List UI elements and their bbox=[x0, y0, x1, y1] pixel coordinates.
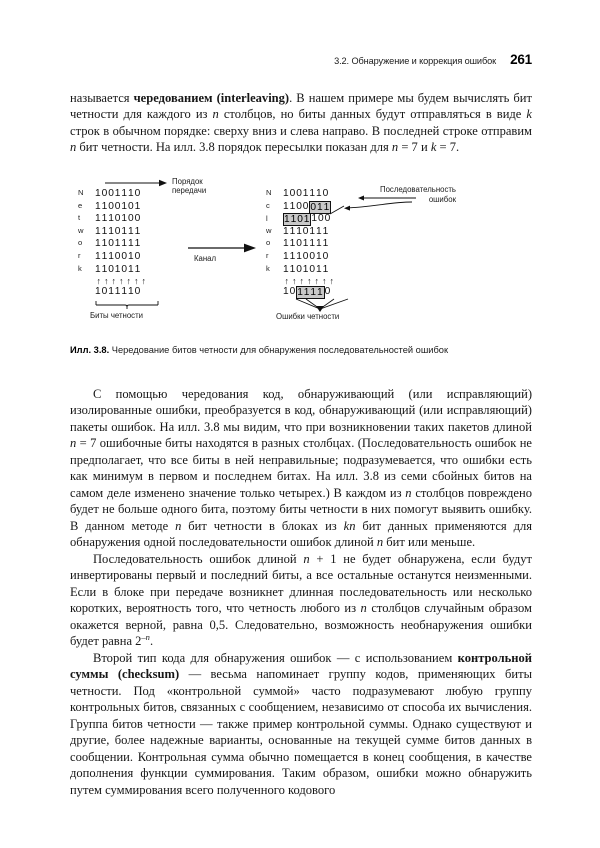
bit: 1 bbox=[309, 238, 316, 250]
bit: 0 bbox=[324, 213, 332, 225]
bit: 1 bbox=[283, 200, 290, 212]
burst-label-line-2: ошибок bbox=[428, 194, 456, 204]
bit: 1 bbox=[296, 225, 303, 237]
p1-seg3: столбцов, но биты данных будут отправляться в виде bbox=[218, 107, 527, 122]
bit: 1 bbox=[310, 287, 317, 299]
bit: 1 bbox=[108, 250, 115, 262]
figure-caption bbox=[70, 344, 532, 356]
bit-row bbox=[266, 264, 336, 277]
paragraph-4 bbox=[70, 650, 532, 798]
bit: 0 bbox=[297, 214, 304, 226]
bit-row-label: o bbox=[266, 238, 271, 248]
parity-up-arrow-icon: ↑ bbox=[111, 276, 116, 287]
bit: 1 bbox=[283, 250, 290, 262]
parity-up-arrow-icon: ↑ bbox=[322, 276, 327, 287]
bit: 1 bbox=[283, 225, 290, 237]
bit: 0 bbox=[101, 286, 109, 298]
bit: 0 bbox=[302, 250, 310, 262]
p1-seg1: называется bbox=[70, 91, 134, 105]
bit-row bbox=[266, 226, 336, 239]
paragraph-1 bbox=[70, 90, 532, 156]
bit: 0 bbox=[309, 250, 316, 262]
bit-row-label: k bbox=[266, 263, 270, 273]
p2-seg3: столбцов повреждено будет не больше одного бита, поэтому биты четности в них помогут выявить ошибку. В данном методе bbox=[70, 485, 532, 533]
p4-bold-checksum: контрольной суммы (checksum) bbox=[70, 651, 532, 682]
parity-up-arrow-icon: ↑ bbox=[126, 276, 131, 287]
bit: 1 bbox=[134, 238, 142, 250]
bit: 0 bbox=[302, 225, 310, 237]
bit: 1 bbox=[302, 238, 310, 250]
p2-seg5: бит данных применяются для обнаружения одной последовательности ошибок длиной bbox=[70, 518, 532, 550]
p1-var-n-1: n bbox=[212, 107, 219, 122]
bit-row-label: N bbox=[266, 188, 272, 197]
bit: 0 bbox=[134, 286, 142, 298]
bit: 1 bbox=[309, 225, 316, 237]
bit: 1 bbox=[315, 263, 323, 275]
bit: 1 bbox=[127, 286, 135, 298]
bit: 0 bbox=[296, 188, 303, 199]
p4-seg2: — весьма напоминает группу кодов, применяющих биты четности. Под «контрольной суммой» часто подразумевают любую группу контрольных битов, связанных с сообщением, независимо от способа их вычисления. Группа битов четности — также пример контрольной суммы. Однако существуют и другие, более надежные варианты, основанные на текущей сумме битов данных в сообщении. Контрольная сумма обычно помещается в конец сообщения, в качестве дополнения функции суммирования. Таким образом, ошибки можно обнаружить путем суммирования всего полученного кодового bbox=[70, 667, 532, 797]
p3-var-n-2: n bbox=[360, 601, 367, 616]
bit: 0 bbox=[322, 250, 330, 262]
paragraph-block-2 bbox=[70, 386, 532, 551]
bit-row bbox=[266, 251, 336, 264]
p3-seg1: Последовательность ошибок длиной bbox=[93, 552, 304, 566]
bit-row bbox=[266, 188, 336, 201]
bit-sequence bbox=[95, 286, 141, 297]
paragraph-block-3 bbox=[70, 551, 532, 650]
p2-seg4: бит четности в блоках из bbox=[181, 518, 344, 533]
bit: 1 bbox=[283, 263, 290, 275]
bit-sequence bbox=[283, 264, 329, 275]
paragraph-block-top bbox=[70, 90, 532, 156]
bit: 0 bbox=[108, 188, 115, 199]
parity-bits-caption: Биты четности bbox=[90, 311, 143, 320]
bit: 1 bbox=[311, 213, 318, 225]
figure-caption-number: Илл. 3.8. bbox=[70, 345, 110, 355]
p3-var-n-1: n bbox=[303, 552, 310, 566]
bit: 1 bbox=[134, 263, 142, 275]
bit: 1 bbox=[289, 200, 297, 212]
paragraph-block-4 bbox=[70, 650, 532, 798]
p2-var-n-2: n bbox=[405, 485, 412, 500]
p1-seg5: бит четности. На илл. 3.8 порядок пересылки показан для bbox=[76, 140, 392, 155]
bit: 1 bbox=[121, 188, 128, 199]
received-parity-arrows bbox=[283, 276, 336, 286]
bit: 1 bbox=[95, 250, 102, 262]
bit-sequence bbox=[95, 238, 141, 249]
bit: 1 bbox=[101, 250, 109, 262]
bit-sequence bbox=[95, 201, 141, 212]
bit: 0 bbox=[296, 200, 303, 212]
p2-var-n-1: n bbox=[70, 436, 77, 451]
bit: 0 bbox=[108, 263, 115, 275]
received-bit-matrix bbox=[266, 188, 336, 276]
bit-row bbox=[78, 226, 148, 239]
bit: 1 bbox=[289, 238, 297, 250]
parity-up-arrow-icon: ↑ bbox=[307, 276, 312, 287]
bit-row bbox=[78, 188, 148, 201]
bit: 1 bbox=[315, 250, 323, 262]
bit: 0 bbox=[127, 213, 135, 225]
bit: 0 bbox=[114, 225, 122, 237]
bit-row-label: o bbox=[78, 238, 83, 248]
bit: 1 bbox=[121, 200, 128, 212]
bit: 0 bbox=[101, 188, 109, 199]
bit: 1 bbox=[315, 225, 323, 237]
order-label-line-2: передачи bbox=[172, 186, 207, 196]
bit: 0 bbox=[324, 286, 332, 298]
bit: 1 bbox=[95, 238, 102, 250]
p3-exponent: –n bbox=[141, 632, 150, 643]
bit: 0 bbox=[310, 201, 317, 213]
bit: 0 bbox=[134, 188, 142, 199]
bit-sequence bbox=[283, 226, 329, 237]
bit: 1 bbox=[127, 250, 135, 262]
bit: 1 bbox=[322, 263, 330, 275]
bit: 1 bbox=[316, 201, 324, 213]
bit: 1 bbox=[134, 225, 142, 237]
bit: 1 bbox=[101, 225, 109, 237]
bit-sequence bbox=[95, 251, 141, 262]
transmission-order-label bbox=[172, 177, 206, 196]
p1-var-n-3: n bbox=[391, 140, 399, 155]
bit-row-label: e bbox=[78, 200, 83, 210]
bit-row-label: w bbox=[78, 225, 84, 235]
bit: 1 bbox=[289, 225, 297, 237]
parity-up-arrow-icon: ↑ bbox=[299, 276, 304, 287]
bit: 1 bbox=[114, 188, 122, 199]
p4-seg1: Второй тип кода для обнаружения ошибок — с использованием bbox=[93, 651, 458, 665]
channel-label: Канал bbox=[194, 254, 217, 263]
bit: 1 bbox=[121, 225, 128, 237]
bit: 1 bbox=[303, 287, 311, 299]
bit: 1 bbox=[283, 286, 290, 298]
p1-var-k-2: k bbox=[430, 140, 437, 155]
bit: 1 bbox=[127, 225, 135, 237]
bit: 1 bbox=[95, 188, 102, 199]
p1-var-n-2: n bbox=[70, 140, 77, 155]
bit-row bbox=[78, 201, 148, 214]
error-burst-label bbox=[348, 185, 456, 204]
bit: 1 bbox=[316, 287, 324, 299]
bit: 0 bbox=[289, 188, 297, 199]
parity-up-arrow-icon: ↑ bbox=[119, 276, 124, 287]
parity-errors-caption: Ошибки четности bbox=[276, 312, 340, 321]
bit-sequence bbox=[95, 188, 141, 199]
parity-up-arrow-icon: ↑ bbox=[141, 276, 146, 287]
parity-bits-brace-icon bbox=[95, 300, 163, 309]
bit-row-label: r bbox=[78, 250, 81, 260]
bit-sequence bbox=[95, 264, 141, 275]
bit: 1 bbox=[127, 188, 135, 199]
bit: 1 bbox=[114, 286, 122, 298]
bit-row bbox=[78, 238, 148, 251]
bit: 1 bbox=[101, 238, 109, 250]
bit: 1 bbox=[134, 200, 142, 212]
bit-row-label: N bbox=[78, 188, 84, 197]
bit: 1 bbox=[95, 286, 102, 298]
bit: 0 bbox=[134, 250, 142, 262]
bit: 1 bbox=[127, 238, 135, 250]
bit: 1 bbox=[101, 263, 109, 275]
bit-row bbox=[266, 213, 336, 226]
p2-seg6: бит или меньше. bbox=[383, 535, 476, 550]
bit: 1 bbox=[297, 287, 304, 299]
bit-sequence bbox=[283, 251, 329, 262]
bit: 1 bbox=[296, 250, 303, 262]
bit: 1 bbox=[114, 263, 122, 275]
bit-sequence bbox=[95, 226, 141, 237]
bit-sequence bbox=[283, 188, 329, 199]
transmission-order-arrow-icon bbox=[105, 179, 167, 187]
bit: 0 bbox=[114, 200, 122, 212]
sent-parity-arrows bbox=[95, 276, 148, 286]
running-head bbox=[70, 52, 532, 67]
bit: 1 bbox=[95, 200, 102, 212]
bit: 0 bbox=[121, 250, 128, 262]
parity-up-arrow-icon: ↑ bbox=[104, 276, 109, 287]
bit: 1 bbox=[108, 225, 115, 237]
p1-bold-interleaving: чередованием (interleaving) bbox=[133, 91, 290, 105]
figure-received-panel bbox=[266, 185, 456, 321]
bit: 1 bbox=[101, 213, 109, 225]
p2-var-n-3: n bbox=[175, 518, 182, 533]
sent-bit-matrix bbox=[78, 188, 148, 276]
bit-row-label: c bbox=[266, 200, 270, 210]
page-number: 261 bbox=[510, 52, 532, 67]
bit: 1 bbox=[121, 286, 128, 298]
bit: 0 bbox=[302, 200, 310, 212]
p3-seg4: . bbox=[149, 634, 154, 649]
running-head-section-title: 3.2. Обнаружение и коррекция ошибок bbox=[334, 56, 497, 66]
bit: 0 bbox=[108, 200, 115, 212]
bit: 0 bbox=[296, 238, 303, 250]
bit-row bbox=[78, 251, 148, 264]
bit-row-label: l bbox=[266, 214, 268, 224]
bit: 1 bbox=[322, 225, 330, 237]
bit-row bbox=[78, 264, 148, 277]
bit-row bbox=[266, 238, 336, 251]
bit: 1 bbox=[95, 263, 102, 275]
bit: 1 bbox=[289, 263, 297, 275]
bit: 0 bbox=[121, 263, 128, 275]
parity-up-arrow-icon: ↑ bbox=[329, 276, 334, 287]
p1-var-k-1: k bbox=[526, 107, 532, 122]
burst-label-line-1: Последовательность bbox=[379, 185, 456, 194]
bit: 1 bbox=[127, 263, 135, 275]
paragraph-2 bbox=[70, 386, 532, 551]
bit: 1 bbox=[101, 200, 109, 212]
bit: 1 bbox=[121, 213, 128, 225]
bit-row-label: t bbox=[78, 213, 81, 223]
figure-caption-text: Чередование битов четности для обнаружения последовательностей ошибок bbox=[109, 345, 449, 355]
bit-row-label: k bbox=[78, 263, 82, 273]
bit: 0 bbox=[289, 286, 297, 298]
parity-up-arrow-icon: ↑ bbox=[96, 276, 101, 287]
bit: 0 bbox=[114, 213, 122, 225]
bit: 0 bbox=[127, 200, 135, 212]
bit: 0 bbox=[317, 213, 325, 225]
bit: 1 bbox=[284, 214, 291, 226]
parity-up-arrow-icon: ↑ bbox=[292, 276, 297, 287]
bit: 1 bbox=[289, 250, 297, 262]
bit: 0 bbox=[322, 188, 330, 199]
bit: 1 bbox=[322, 238, 330, 250]
figure-3-8 bbox=[70, 177, 532, 333]
p2-var-kn: kn bbox=[343, 518, 356, 533]
bit: 1 bbox=[108, 213, 115, 225]
p1-seg2: . В нашем примере мы будем вычислять бит четности для каждого из bbox=[70, 91, 532, 122]
bit: 0 bbox=[309, 263, 316, 275]
bit-sequence bbox=[283, 213, 331, 226]
p2-seg2: = 7 ошибочные биты находятся в разных столбцах. (Последовательность ошибок не предполагает, что все биты в ней неправильные; подразумевается, что ошибки есть как минимум в первом и последнем битах. На илл. 3.8 из семи сбойных битов на самом деле изменено значение только четырех.) В каждом из bbox=[70, 436, 532, 500]
bit-row bbox=[266, 201, 336, 214]
p2-var-n-4: n bbox=[376, 535, 384, 550]
parity-up-arrow-icon: ↑ bbox=[284, 276, 289, 287]
bit: 1 bbox=[302, 263, 310, 275]
received-parity-row bbox=[266, 286, 336, 299]
bit: 1 bbox=[95, 225, 102, 237]
paragraph-3 bbox=[70, 551, 532, 650]
bit-sequence bbox=[283, 238, 329, 249]
parity-errors-funnel-icon bbox=[294, 298, 350, 312]
bit: 1 bbox=[108, 286, 115, 298]
p3-seg3: столбцов случайным образом окажется верной, равна 0,5. Следовательно, возможность необнаружения ошибки будет равна 2 bbox=[70, 601, 532, 649]
bit: 1 bbox=[315, 188, 323, 199]
bit: 0 bbox=[296, 263, 303, 275]
bit-row bbox=[78, 213, 148, 226]
bit: 1 bbox=[283, 238, 290, 250]
bit-row-label: w bbox=[266, 225, 272, 235]
sent-parity-row bbox=[78, 286, 148, 299]
bit: 1 bbox=[290, 214, 298, 226]
bit-sequence bbox=[283, 201, 331, 214]
bit: 1 bbox=[309, 188, 316, 199]
bit-sequence bbox=[95, 213, 141, 224]
bit: 1 bbox=[302, 188, 310, 199]
p1-seg7: = 7. bbox=[436, 140, 460, 155]
p1-seg6: = 7 и bbox=[398, 140, 431, 155]
p3-seg2: + 1 не будет обнаружена, если будут инвертированы первый и последний биты, а все остальные останутся неизменными. Если в блоке при передаче возникнет длинная последовательность или несколько коротких, вероятность того, что четность любого из bbox=[70, 552, 532, 616]
p2-seg1: С помощью чередования код, обнаруживающий (или исправляющий) изолированные ошибки, преобразуется в код, обнаруживающий (или исправляющий) пакеты ошибок. На илл. 3.8 мы видим, что при возникновении таких пакетов длиной bbox=[70, 387, 532, 434]
bit: 0 bbox=[114, 250, 122, 262]
bit: 0 bbox=[108, 238, 115, 250]
bit: 1 bbox=[315, 238, 323, 250]
parity-up-arrow-icon: ↑ bbox=[134, 276, 139, 287]
bit: 1 bbox=[303, 214, 311, 226]
bit: 1 bbox=[95, 213, 102, 225]
p1-seg4: строк в обычном порядке: сверху вниз и слева направо. В последней строке отправим bbox=[70, 123, 532, 138]
bit: 1 bbox=[121, 238, 128, 250]
bit-row-label: r bbox=[266, 250, 269, 260]
parity-up-arrow-icon: ↑ bbox=[314, 276, 319, 287]
bit: 0 bbox=[134, 213, 142, 225]
bit: 1 bbox=[114, 238, 122, 250]
bit: 1 bbox=[323, 201, 331, 213]
bit: 1 bbox=[283, 188, 290, 199]
order-label-line-1: Порядок bbox=[172, 177, 203, 186]
